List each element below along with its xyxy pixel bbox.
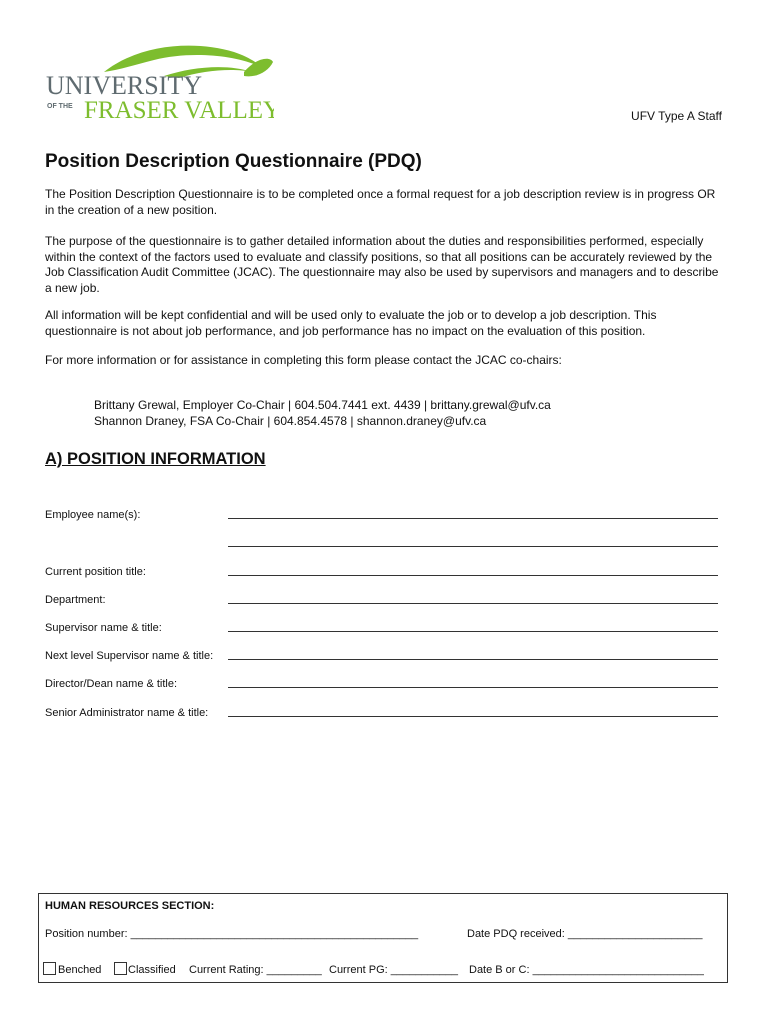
intro-paragraph-1: The Position Description Questionnaire is to be completed once a formal request for a job description review is in progress OR in the creation of a new position.: [45, 187, 716, 217]
senior-administrator-label: Senior Administrator name & title:: [45, 707, 209, 719]
section-a-heading: A) POSITION INFORMATION: [45, 450, 266, 468]
date-b-or-c-field[interactable]: Date B or C: ____________________________: [469, 964, 704, 976]
supervisor-field[interactable]: [228, 631, 718, 632]
classified-checkbox[interactable]: [114, 962, 127, 975]
senior-administrator-field[interactable]: [228, 716, 718, 717]
current-position-title-field[interactable]: [228, 575, 718, 576]
logo-text-of-the: OF THE: [47, 103, 73, 110]
director-dean-field[interactable]: [228, 687, 718, 688]
logo-text-fraser-valley: FRASER VALLEY: [84, 97, 274, 124]
employee-name-field[interactable]: [228, 518, 718, 519]
benched-label: Benched: [58, 964, 102, 976]
department-label: Department:: [45, 594, 106, 606]
intro-paragraph-2: The purpose of the questionnaire is to gather detailed information about the duties and responsibilities performed, especially within the context of the factors used to evaluate and classify positions, so that all positions can be accurately reviewed by the Job Classification Audit Committee (JCAC). The questionnaire may also be used by supervisors and managers and to describe a new job.: [45, 234, 719, 295]
hr-section-title: HUMAN RESOURCES SECTION:: [45, 900, 215, 912]
date-pdq-received-field[interactable]: Date PDQ received: ______________________: [467, 928, 703, 940]
logo-text-university: UNIVERSITY: [46, 71, 202, 100]
employee-name-label: Employee name(s):: [45, 509, 141, 521]
position-number-field[interactable]: Position number: _______________________________________________: [45, 928, 419, 940]
classified-label: Classified: [128, 964, 176, 976]
benched-checkbox[interactable]: [43, 962, 56, 975]
employee-name-field-2[interactable]: [228, 546, 718, 547]
current-rating-field[interactable]: Current Rating: _________: [189, 964, 322, 976]
contact-employer-cochair: Brittany Grewal, Employer Co-Chair | 604.504.7441 ext. 4439 | brittany.grewal@ufv.ca: [94, 398, 551, 412]
current-pg-field[interactable]: Current PG: ___________: [329, 964, 459, 976]
next-level-supervisor-field[interactable]: [228, 659, 718, 660]
director-dean-label: Director/Dean name & title:: [45, 678, 178, 690]
hr-section-box: [38, 893, 728, 983]
contact-fsa-cochair: Shannon Draney, FSA Co-Chair | 604.854.4578 | shannon.draney@ufv.ca: [94, 414, 487, 428]
intro-paragraph-3: All information will be kept confidential and will be used only to evaluate the job or to develop a job description. This questionnaire is not about job performance, and job performance has no impact on the evaluation of this position.: [45, 308, 657, 338]
document-type-label: UFV Type A Staff: [631, 109, 722, 123]
department-field[interactable]: [228, 603, 718, 604]
logo-swoosh-icon: [44, 42, 274, 124]
next-level-supervisor-label: Next level Supervisor name & title:: [45, 650, 214, 662]
supervisor-label: Supervisor name & title:: [45, 622, 162, 634]
page-title: Position Description Questionnaire (PDQ): [45, 151, 422, 172]
current-position-title-label: Current position title:: [45, 566, 146, 578]
intro-paragraph-4: For more information or for assistance in completing this form please contact the JCAC co-chairs:: [45, 353, 562, 367]
university-logo: [44, 42, 274, 124]
